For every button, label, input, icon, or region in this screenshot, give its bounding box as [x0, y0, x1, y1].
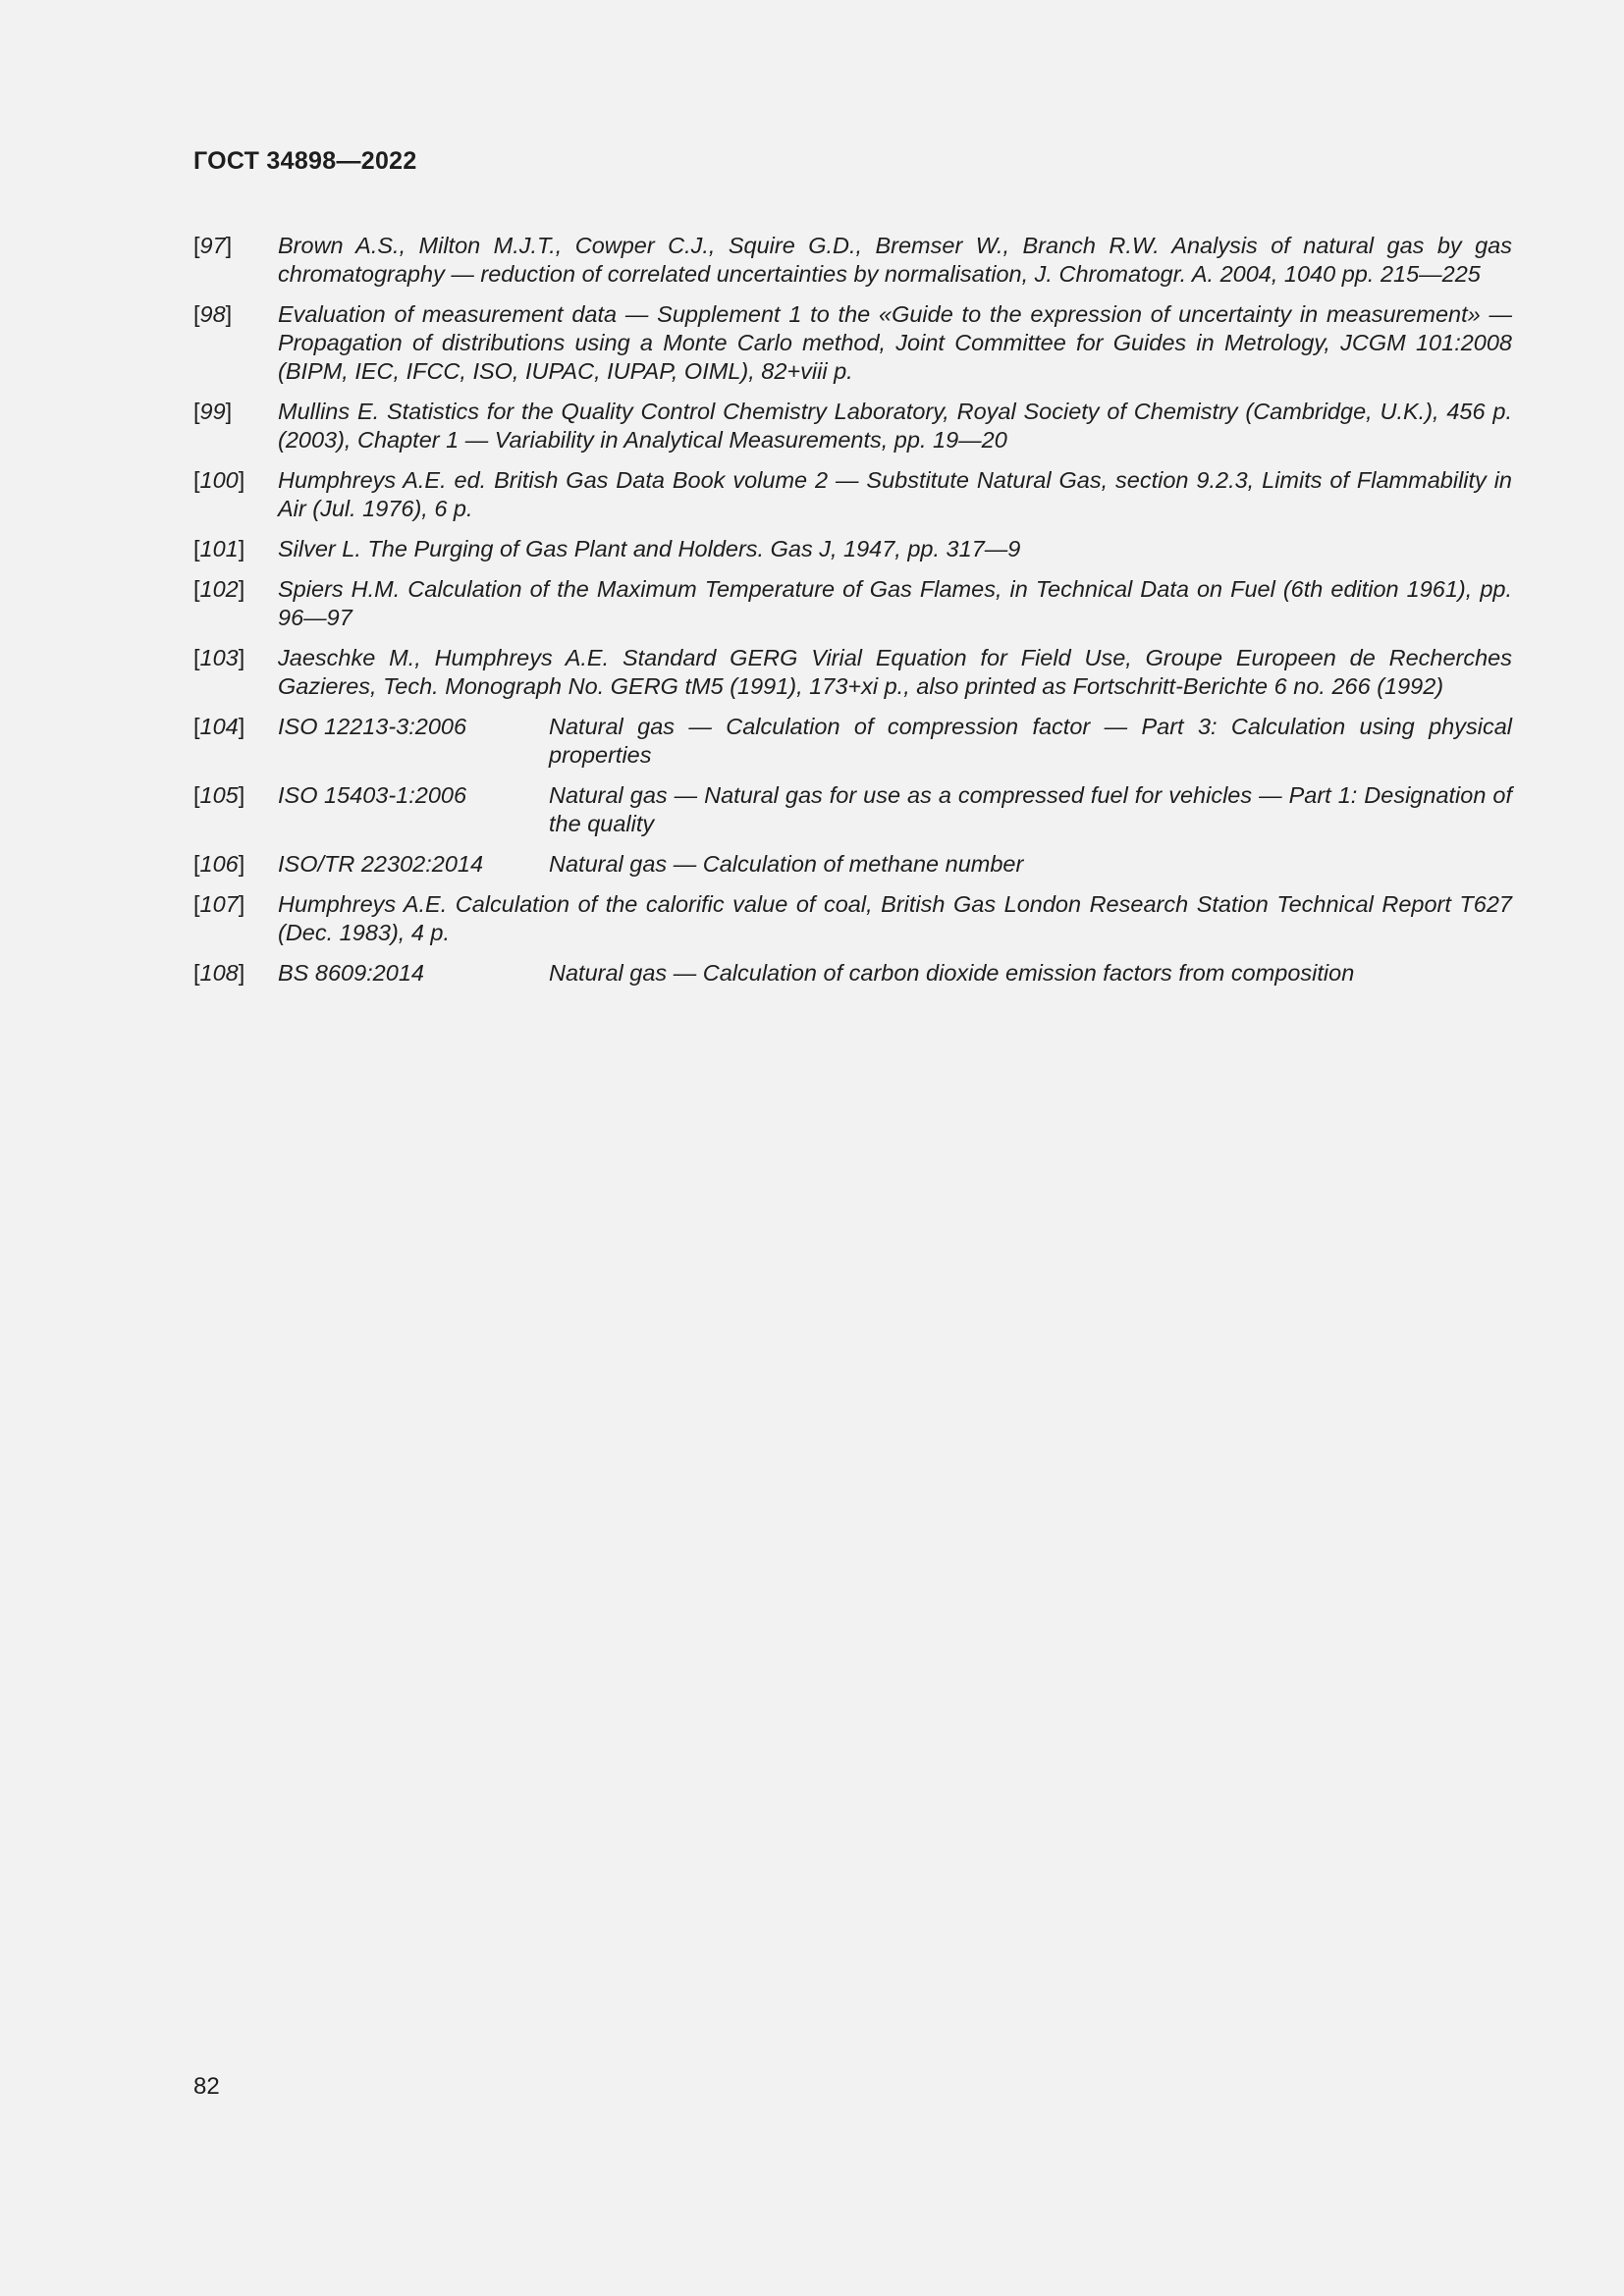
reference-text: Humphreys A.E. Calculation of the calorific value of coal, British Gas London Research Station Technical Report T627 (Dec. 1983), 4 p.: [278, 891, 1512, 945]
reference-number: [104]: [193, 714, 245, 739]
reference-item: [193, 850, 1512, 879]
reference-text: Silver L. The Purging of Gas Plant and Holders. Gas J, 1947, pp. 317—9: [278, 536, 1021, 561]
reference-number: [106]: [193, 851, 245, 877]
reference-item: [193, 959, 1512, 988]
reference-number: [103]: [193, 645, 245, 670]
reference-text: Jaeschke M., Humphreys A.E. Standard GERG Virial Equation for Field Use, Groupe Europeen de Recherches Gazieres, Tech. Monograph No. GERG tM5 (1991), 173+xi p., also printed as Fortschritt-Berichte 6 no. 266 (1992): [278, 645, 1512, 699]
bibliography-list: [193, 232, 1512, 999]
reference-item: [193, 890, 1512, 947]
reference-number: [102]: [193, 576, 245, 602]
reference-item: [193, 713, 1512, 770]
reference-text: Brown A.S., Milton M.J.T., Cowper C.J., Squire G.D., Bremser W., Branch R.W. Analysis of natural gas by gas chromatography — reduction of correlated uncertainties by normalisation, J. Chromatogr. A. 2004, 1040 pp. 215—225: [278, 233, 1512, 287]
standard-code: ISO/TR 22302:2014: [278, 851, 484, 877]
standard-title: Natural gas — Natural gas for use as a compressed fuel for vehicles — Part 1: Designation of the quality: [549, 782, 1512, 836]
reference-text: Mullins E. Statistics for the Quality Control Chemistry Laboratory, Royal Society of Chemistry (Cambridge, U.K.), 456 p.(2003), Chapter 1 — Variability in Analytical Measurements, pp. 19—20: [278, 399, 1512, 453]
standard-code: ISO 15403-1:2006: [278, 782, 467, 808]
page-number: 82: [193, 2073, 220, 2100]
reference-item: [193, 535, 1512, 563]
reference-number: [105]: [193, 782, 245, 808]
reference-item: [193, 232, 1512, 289]
reference-item: [193, 644, 1512, 701]
reference-number: [107]: [193, 891, 245, 917]
reference-number: [98]: [193, 301, 233, 327]
standard-title: Natural gas — Calculation of carbon dioxide emission factors from composition: [549, 960, 1355, 986]
reference-text: Spiers H.M. Calculation of the Maximum Temperature of Gas Flames, in Technical Data on Fuel (6th edition 1961), pp. 96—97: [278, 576, 1512, 630]
reference-number: [101]: [193, 536, 245, 561]
reference-item: [193, 398, 1512, 454]
standard-code: ISO 12213-3:2006: [278, 714, 467, 739]
reference-number: [108]: [193, 960, 245, 986]
reference-number: [99]: [193, 399, 233, 424]
reference-number: [100]: [193, 467, 245, 493]
standard-title: Natural gas — Calculation of methane number: [549, 851, 1024, 877]
reference-number: [97]: [193, 233, 233, 258]
reference-item: [193, 466, 1512, 523]
standard-title: Natural gas — Calculation of compression factor — Part 3: Calculation using physical properties: [549, 714, 1512, 768]
standard-code: BS 8609:2014: [278, 960, 424, 986]
reference-text: Humphreys A.E. ed. British Gas Data Book volume 2 — Substitute Natural Gas, section 9.2.3, Limits of Flammability in Air (Jul. 1976), 6 p.: [278, 467, 1512, 521]
reference-text: Evaluation of measurement data — Supplement 1 to the «Guide to the expression of uncertainty in measurement» — Propagation of distributions using a Monte Carlo method, Joint Committee for Guides in Metrology, JCGM 101:2008 (BIPM, IEC, IFCC, ISO, IUPAC, IUPAP, OIML), 82+viii p.: [278, 301, 1512, 384]
reference-item: [193, 300, 1512, 386]
reference-item: [193, 575, 1512, 632]
reference-item: [193, 781, 1512, 838]
document-header: ГОСТ 34898—2022: [193, 147, 417, 175]
